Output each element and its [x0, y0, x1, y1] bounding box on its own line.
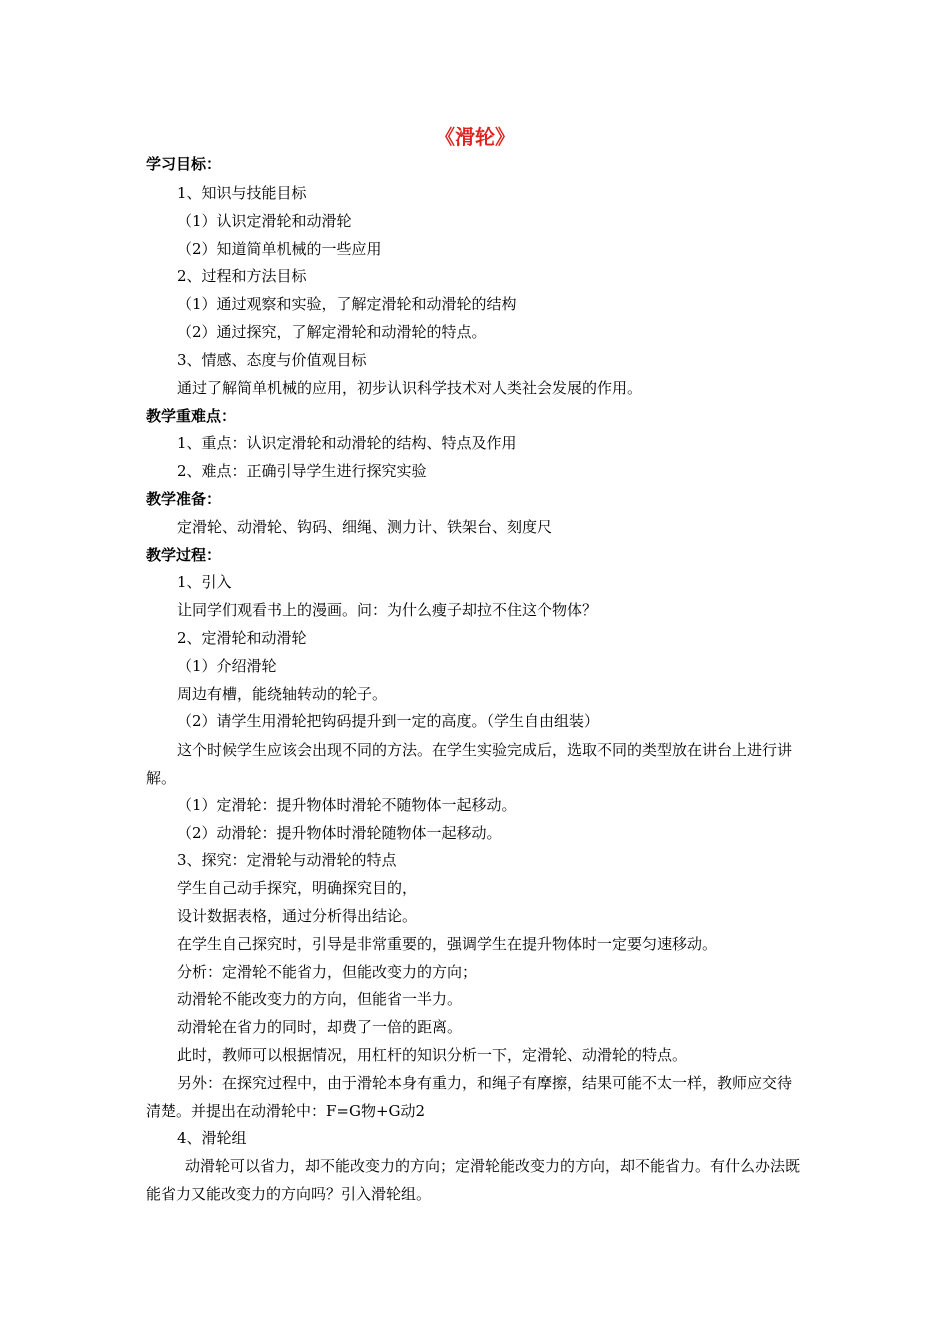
text-line: 动滑轮在省力的同时，却费了一倍的距离。 — [177, 1018, 463, 1036]
text-line: 设计数据表格，通过分析得出结论。 — [177, 907, 418, 925]
text-line: 周边有槽，能绕轴转动的轮子。 — [177, 685, 388, 703]
text-line: （1）通过观察和实验，了解定滑轮和动滑轮的结构 — [177, 295, 517, 313]
text-line: 3、探究：定滑轮与动滑轮的特点 — [177, 851, 397, 869]
section-heading-process: 教学过程： — [146, 546, 222, 564]
text-line: （2）动滑轮：提升物体时滑轮随物体一起移动。 — [177, 824, 502, 842]
paragraph: 这个时候学生应该会出现不同的方法。在学生实验完成后，选取不同的类型放在讲台上进行讲解。 — [146, 741, 793, 787]
text-line: 分析：定滑轮不能省力，但能改变力的方向； — [177, 963, 478, 981]
text-line: （1）介绍滑轮 — [177, 657, 277, 675]
text-line: 学生自己动手探究，明确探究目的， — [177, 879, 418, 897]
section-heading-objectives: 学习目标： — [146, 155, 222, 173]
text-line: （2）请学生用滑轮把钩码提升到一定的高度。（学生自由组装） — [177, 712, 600, 730]
text-line: 2、难点：正确引导学生进行探究实验 — [177, 462, 427, 480]
text-line: （2）通过探究，了解定滑轮和动滑轮的特点。 — [177, 323, 487, 341]
text-line: 3、情感、态度与价值观目标 — [177, 351, 367, 369]
text-line: 2、过程和方法目标 — [177, 267, 307, 285]
paragraph: 动滑轮可以省力，却不能改变力的方向；定滑轮能改变力的方向，却不能省力。有什么办法既能省力又能改变力的方向吗？引入滑轮组。 — [146, 1157, 801, 1203]
text-line: 此时，教师可以根据情况，用杠杆的知识分析一下，定滑轮、动滑轮的特点。 — [177, 1046, 688, 1064]
text-line: 通过了解简单机械的应用，初步认识科学技术对人类社会发展的作用。 — [177, 379, 643, 397]
text-line: （2）知道简单机械的一些应用 — [177, 240, 382, 258]
section-heading-key-points: 教学重难点： — [146, 407, 237, 425]
text-line: 4、滑轮组 — [177, 1129, 247, 1147]
text-line: 2、定滑轮和动滑轮 — [177, 629, 307, 647]
text-line: 1、引入 — [177, 573, 232, 591]
document-title: 《滑轮》 — [435, 125, 515, 149]
paragraph: 另外：在探究过程中，由于滑轮本身有重力，和绳子有摩擦，结果可能不太一样，教师应交待清楚。并提出在动滑轮中：F=G物+G动2 — [146, 1074, 793, 1120]
text-line: 在学生自己探究时，引导是非常重要的，强调学生在提升物体时一定要匀速移动。 — [177, 935, 718, 953]
text-line: 定滑轮、动滑轮、钩码、细绳、测力计、铁架台、刻度尺 — [177, 518, 553, 536]
text-line: 动滑轮不能改变力的方向，但能省一半力。 — [177, 990, 463, 1008]
text-line: （1）认识定滑轮和动滑轮 — [177, 212, 352, 230]
text-line: 1、知识与技能目标 — [177, 184, 307, 202]
text-line: 让同学们观看书上的漫画。问：为什么瘦子却拉不住这个物体？ — [177, 601, 598, 619]
text-line: （1）定滑轮：提升物体时滑轮不随物体一起移动。 — [177, 796, 517, 814]
section-heading-preparation: 教学准备： — [146, 490, 222, 508]
text-line: 1、重点：认识定滑轮和动滑轮的结构、特点及作用 — [177, 434, 517, 452]
